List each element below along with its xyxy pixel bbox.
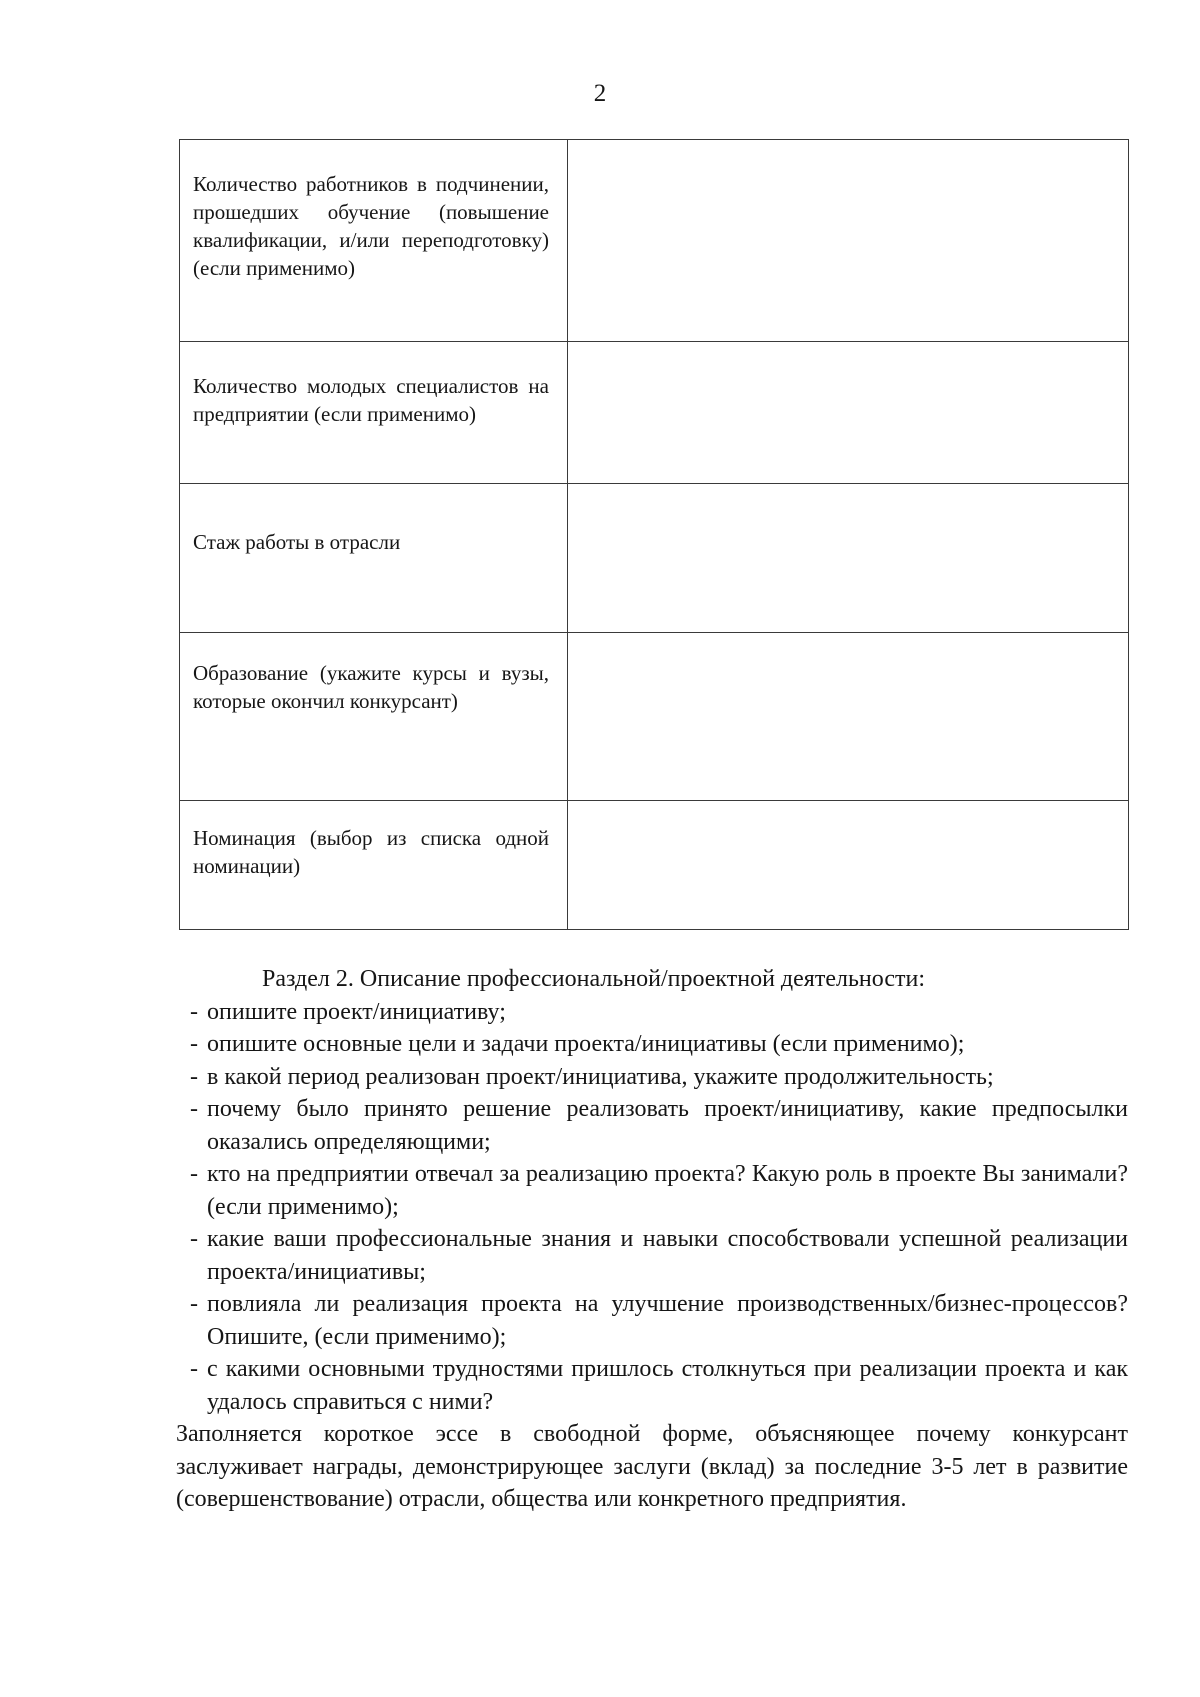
row-label-cell bbox=[180, 140, 568, 342]
list-marker: - bbox=[190, 1161, 198, 1187]
row-label: Номинация (выбор из списка одной номинации) bbox=[193, 826, 549, 878]
application-form-table bbox=[179, 139, 1129, 930]
list-item bbox=[176, 996, 1128, 1029]
row-value-cell bbox=[568, 633, 1129, 801]
row-label: Количество молодых специалистов на предприятии (если применимо) bbox=[193, 374, 549, 426]
table-row bbox=[180, 342, 1129, 484]
instruction-list bbox=[176, 996, 1128, 1419]
list-item-text: кто на предприятии отвечал за реализацию проекта? Какую роль в проекте Вы занимали? (если применимо); bbox=[207, 1161, 1128, 1220]
row-label-cell bbox=[180, 342, 568, 484]
list-marker: - bbox=[190, 1031, 198, 1057]
section-2 bbox=[176, 963, 1128, 1516]
table-row bbox=[180, 801, 1129, 930]
list-marker: - bbox=[190, 1226, 198, 1252]
list-marker: - bbox=[190, 1063, 198, 1090]
table-row bbox=[180, 484, 1129, 633]
list-item bbox=[176, 1093, 1128, 1158]
list-marker: - bbox=[190, 998, 198, 1025]
list-item-text: с какими основными трудностями пришлось столкнуться при реализации проекта и как удалось справиться с ними? bbox=[207, 1356, 1128, 1415]
list-item bbox=[176, 1061, 1128, 1094]
row-label-cell bbox=[180, 633, 568, 801]
row-label: Образование (укажите курсы и вузы, которые окончил конкурсант) bbox=[193, 661, 549, 713]
list-marker: - bbox=[190, 1291, 198, 1317]
list-marker: - bbox=[190, 1356, 198, 1382]
list-item-text: почему было принято решение реализовать проект/инициативу, какие предпосылки оказались определяющими; bbox=[207, 1096, 1128, 1155]
essay-instruction: Заполняется короткое эссе в свободной форме, объясняющее почему конкурсант заслуживает награды, демонстрирующее заслуги (вклад) за последние 3-5 лет в развитие (совершенствование) отрасли, общества или конкретного предприятия. bbox=[176, 1421, 1128, 1512]
list-item-text: в какой период реализован проект/инициатива, укажите продолжительность; bbox=[207, 1063, 994, 1090]
row-value-cell bbox=[568, 484, 1129, 633]
list-marker: - bbox=[190, 1096, 198, 1122]
row-value-cell bbox=[568, 342, 1129, 484]
list-item-text: опишите основные цели и задачи проекта/инициативы (если применимо); bbox=[207, 1031, 965, 1057]
list-item bbox=[176, 1158, 1128, 1223]
row-label-cell bbox=[180, 801, 568, 930]
row-value-cell bbox=[568, 140, 1129, 342]
list-item bbox=[176, 1353, 1128, 1418]
list-item-text: какие ваши профессиональные знания и навыки способствовали успешной реализации проекта/инициативы; bbox=[207, 1226, 1128, 1285]
row-label-cell bbox=[180, 484, 568, 633]
section-heading: Раздел 2. Описание профессиональной/проектной деятельности: bbox=[262, 966, 925, 992]
list-item bbox=[176, 1223, 1128, 1288]
row-label: Стаж работы в отрасли bbox=[193, 530, 401, 554]
table-row bbox=[180, 140, 1129, 342]
table-row bbox=[180, 633, 1129, 801]
row-label: Количество работников в подчинении, прошедших обучение (повышение квалификации, и/или переподготовку) (если применимо) bbox=[193, 172, 549, 280]
page-number: 2 bbox=[593, 80, 607, 107]
list-item-text: опишите проект/инициативу; bbox=[207, 998, 506, 1025]
row-value-cell bbox=[568, 801, 1129, 930]
list-item bbox=[176, 1028, 1128, 1061]
list-item-text: повлияла ли реализация проекта на улучшение производственных/бизнес-процессов? Опишите, (если применимо); bbox=[207, 1291, 1128, 1350]
list-item bbox=[176, 1288, 1128, 1353]
